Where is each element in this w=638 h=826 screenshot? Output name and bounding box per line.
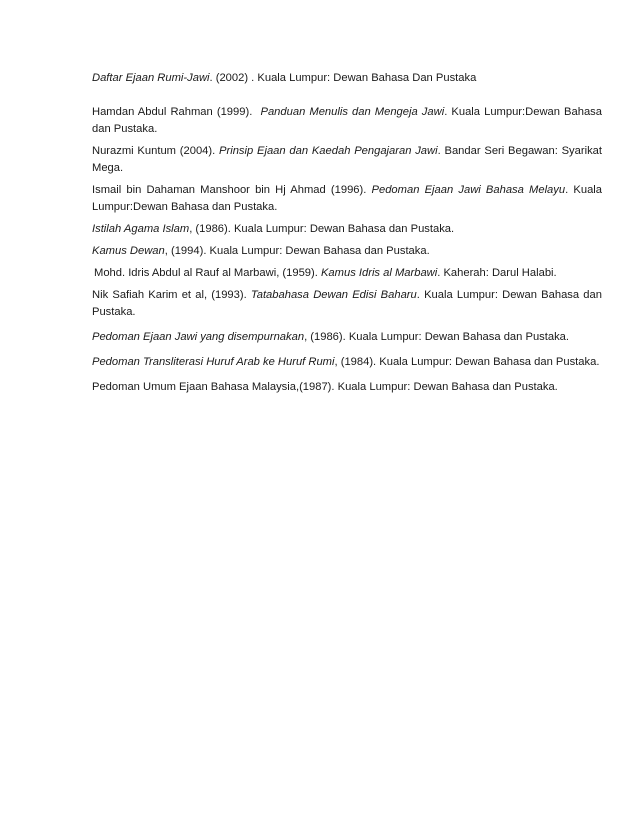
reference-pre: Pedoman Umum Ejaan Bahasa Malaysia,(1987). Kuala Lumpur: Dewan Bahasa dan Pustaka. — [92, 381, 558, 393]
reference-item — [92, 104, 602, 138]
reference-item — [92, 70, 602, 87]
reference-title: Tatabahasa Dewan Edisi Baharu — [250, 289, 417, 301]
reference-title: Istilah Agama Islam — [92, 223, 190, 235]
reference-title: Pedoman Transliterasi Huruf Arab ke Huruf Rumi — [92, 356, 335, 368]
reference-item — [92, 265, 602, 282]
reference-item — [92, 354, 602, 371]
reference-title: Pedoman Ejaan Jawi Bahasa Melayu — [371, 184, 566, 196]
reference-item — [92, 182, 602, 216]
reference-item — [92, 287, 602, 321]
reference-pre: Nurazmi Kuntum (2004). — [92, 145, 220, 157]
reference-post: . Kaherah: Darul Halabi. — [437, 267, 557, 279]
reference-post: . Kuala Lumpur:Dewan Bahasa dan Pustaka. — [92, 106, 602, 135]
reference-post: . Kuala Lumpur: Dewan Bahasa dan Pustaka. — [92, 289, 602, 318]
reference-post: . Kuala Lumpur:Dewan Bahasa dan Pustaka. — [92, 184, 602, 213]
reference-list — [92, 70, 602, 396]
reference-post: . Bandar Seri Begawan: Syarikat Mega. — [92, 145, 603, 174]
reference-post: , (1986). Kuala Lumpur: Dewan Bahasa dan Pustaka. — [189, 223, 455, 235]
reference-pre: Ismail bin Dahaman Manshoor bin Hj Ahmad (1996). — [92, 184, 372, 196]
reference-title: Pedoman Ejaan Jawi yang disempurnakan — [92, 331, 305, 343]
reference-post: , (1986). Kuala Lumpur: Dewan Bahasa dan Pustaka. — [304, 331, 570, 343]
reference-pre: Mohd. Idris Abdul al Rauf al Marbawi, (1959). — [94, 267, 321, 279]
reference-item — [92, 379, 602, 396]
reference-title: Daftar Ejaan Rumi-Jawi — [92, 72, 210, 84]
reference-post: . (2002) . Kuala Lumpur: Dewan Bahasa Dan Pustaka — [209, 72, 477, 84]
reference-title: Kamus Dewan — [92, 245, 165, 257]
reference-item — [92, 243, 602, 260]
reference-pre: Nik Safiah Karim et al, (1993). — [92, 289, 251, 301]
reference-item — [92, 221, 602, 238]
reference-title: Prinsip Ejaan dan Kaedah Pengajaran Jawi — [219, 145, 438, 157]
reference-post: , (1984). Kuala Lumpur: Dewan Bahasa dan Pustaka. — [334, 356, 600, 368]
reference-title: Kamus Idris al Marbawi — [320, 267, 438, 279]
reference-item — [92, 143, 602, 177]
reference-pre: Hamdan Abdul Rahman (1999). — [92, 106, 261, 118]
reference-title: Panduan Menulis dan Mengeja Jawi — [260, 106, 445, 118]
reference-item — [92, 329, 602, 346]
reference-post: , (1994). Kuala Lumpur: Dewan Bahasa dan Pustaka. — [164, 245, 430, 257]
